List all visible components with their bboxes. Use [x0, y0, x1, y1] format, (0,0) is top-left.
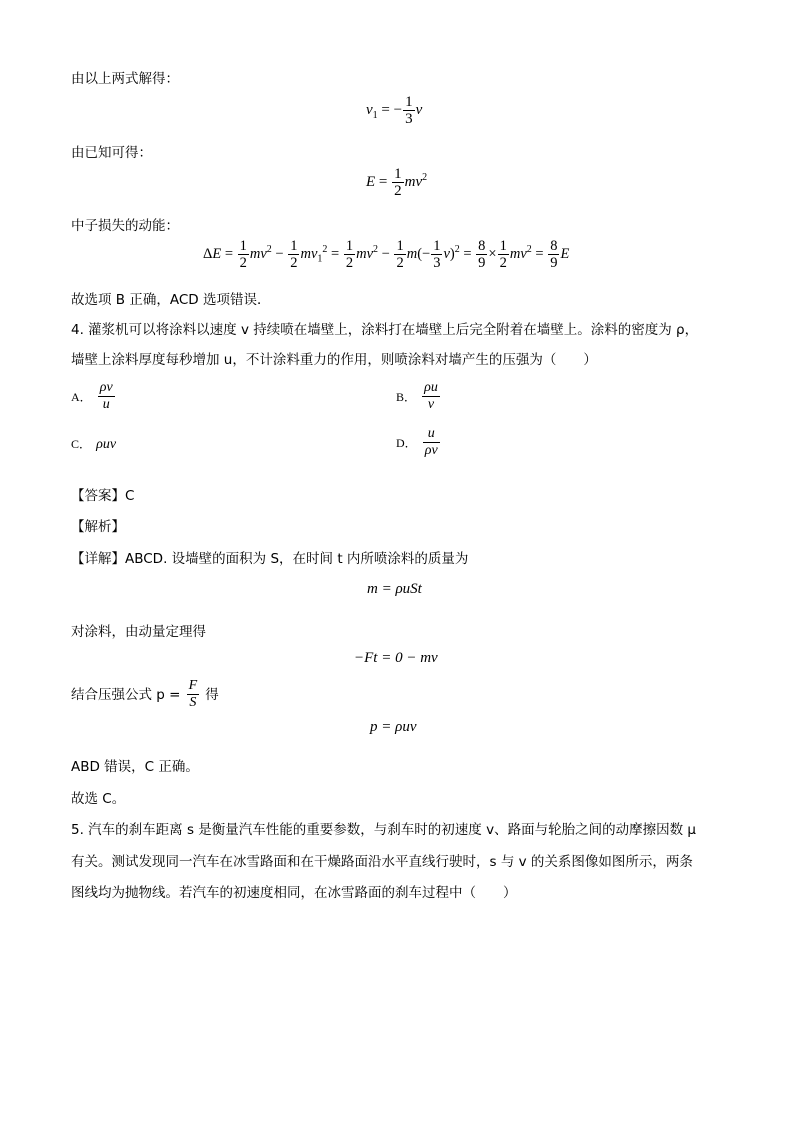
equation-delta-energy: ΔE = $\frac{1}{2}$ $mv^2$ − $\frac{1}{2}$ $mv_1^2$ = $\frac{1}{2}$ $mv^2$ − $\frac{1}{2}$ m(− $\frac{1}{3}$ v)$^2$ = $\frac{8}{9}$ × $\frac{1}{2}$ $mv^2$ = $\frac{8}{9}$ E	[203, 238, 570, 271]
text-known: 由已知可得：	[71, 145, 152, 161]
pressure-numerator: F	[188, 678, 198, 693]
equation-energy: E = $\frac{1}{2}$ $mv^2$	[366, 166, 428, 199]
option-b-label: B．	[396, 390, 417, 404]
equation-pressure: p = ρuv	[370, 719, 417, 735]
q4-answer: 【答案】C	[71, 488, 135, 504]
option-b-denominator: v	[427, 397, 435, 412]
option-a-denominator: u	[102, 397, 110, 412]
option-a-label: A．	[71, 390, 92, 404]
q4-pressure-line	[71, 678, 219, 711]
option-d-denominator: ρv	[424, 443, 438, 458]
option-d-label: D．	[396, 436, 417, 450]
q5-line3: 图线均为抛物线。若汽车的初速度相同，在冰雪路面的刹车过程中（ ）	[71, 885, 517, 901]
pressure-prefix: 结合压强公式 p =	[71, 687, 181, 703]
option-c-label: C．	[71, 437, 92, 451]
text-conclusion-3: 故选项 B 正确，ACD 选项错误．	[71, 292, 271, 308]
q4-analysis: 【解析】	[71, 519, 125, 535]
option-a-numerator: ρv	[99, 380, 113, 395]
q4-result: ABD 错误，C 正确。	[71, 759, 199, 775]
q4-option-b	[396, 380, 441, 413]
q4-option-a	[71, 380, 116, 413]
equation-mass: m = ρuSt	[367, 581, 422, 597]
equation-v1: $v_1$ = − $\frac{1}{3}$ v	[366, 94, 423, 127]
q4-option-d	[396, 426, 441, 459]
option-d-numerator: u	[423, 426, 440, 443]
pressure-suffix: 得	[205, 687, 219, 703]
q4-stem-line1: 4. 灌浆机可以将涂料以速度 v 持续喷在墙壁上，涂料打在墙壁上后完全附着在墙壁上。涂料的密度为 ρ，	[71, 322, 699, 338]
text-solve-both: 由以上两式解得：	[71, 71, 179, 87]
q4-choose: 故选 C。	[71, 791, 126, 807]
q5-line2: 有关。测试发现同一汽车在冰雪路面和在干燥路面沿水平直线行驶时，s 与 v 的关系图像如图所示，两条	[71, 854, 693, 870]
pressure-denominator: S	[189, 695, 197, 710]
q4-momentum-text: 对涂料，由动量定理得	[71, 624, 206, 640]
option-b-numerator: ρu	[424, 380, 438, 395]
q4-stem-line2: 墙壁上涂料厚度每秒增加 u，不计涂料重力的作用，则喷涂料对墙产生的压强为（ ）	[71, 352, 597, 368]
text-neutron-loss: 中子损失的动能：	[71, 218, 179, 234]
q5-line1: 5. 汽车的刹车距离 s 是衡量汽车性能的重要参数，与刹车时的初速度 v、路面与轮胎之间的动摩擦因数 μ	[71, 822, 696, 838]
option-c-expression: ρuv	[96, 437, 117, 452]
q4-option-c	[71, 433, 116, 453]
equation-momentum: −Ft = 0 − mv	[354, 650, 438, 666]
q4-detail: 【详解】ABCD. 设墙壁的面积为 S，在时间 t 内所喷涂料的质量为	[71, 551, 469, 567]
